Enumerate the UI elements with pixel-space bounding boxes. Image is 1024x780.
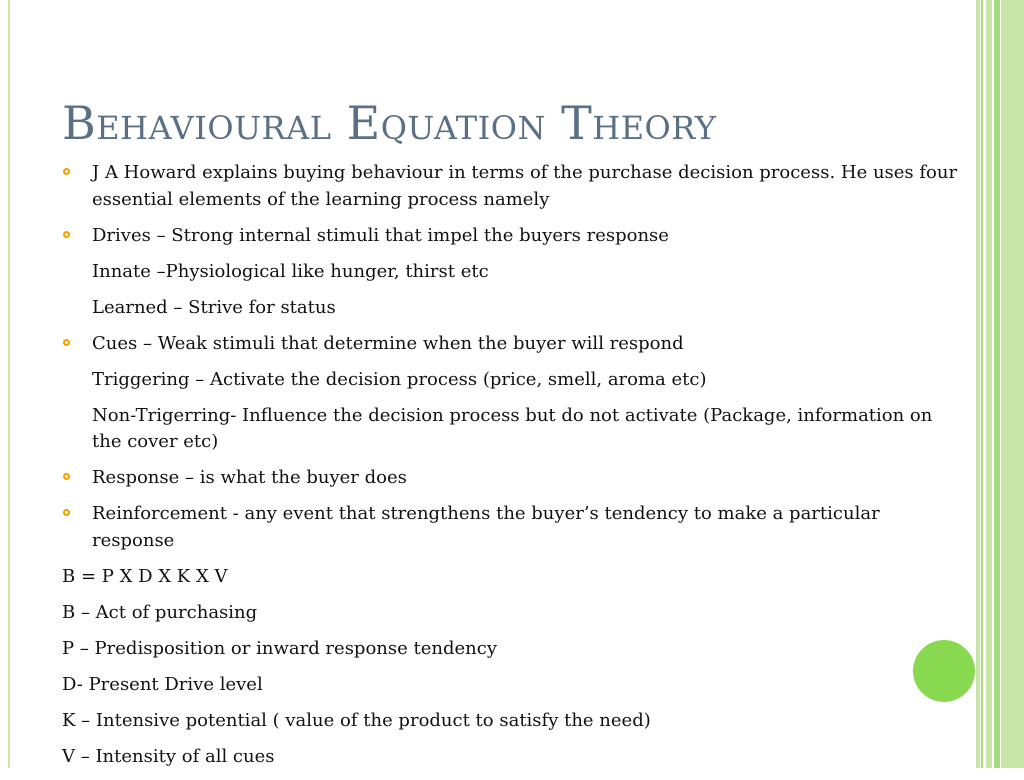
line-text: K – Intensive potential ( value of the product to satisfy the need) <box>62 709 651 731</box>
line-text: B – Act of purchasing <box>62 601 258 623</box>
slide-title: Behavioural Equation Theory <box>62 96 717 150</box>
line-text: Innate –Physiological like hunger, thirst etc <box>92 260 489 282</box>
slide-body <box>62 160 962 780</box>
line-text: J A Howard explains buying behaviour in terms of the purchase decision process. He uses four essential elements of the learning process namely <box>92 162 958 210</box>
bullet-item <box>62 331 962 358</box>
equation-line <box>62 600 962 627</box>
equation-line <box>62 672 962 699</box>
equation-line <box>62 744 962 771</box>
line-text: Learned – Strive for status <box>92 296 336 318</box>
bullet-circle-icon <box>63 339 70 346</box>
equation-line <box>62 636 962 663</box>
line-text: Reinforcement - any event that strengthens the buyer’s tendency to make a particular response <box>92 503 880 551</box>
right-stripe-3 <box>986 0 992 768</box>
line-text: P – Predisposition or inward response tendency <box>62 637 497 659</box>
green-accent-circle <box>913 640 975 702</box>
line-text: Cues – Weak stimuli that determine when the buyer will respond <box>92 332 684 354</box>
right-stripe-5 <box>1001 0 1024 768</box>
sub-item <box>62 295 962 322</box>
right-stripe-1 <box>976 0 980 768</box>
sub-item <box>62 367 962 394</box>
bullet-circle-icon <box>63 509 70 516</box>
line-text: Non-Trigerring- Influence the decision process but do not activate (Package, information on the cover etc) <box>92 404 933 452</box>
left-border-line <box>8 0 10 768</box>
equation-line <box>62 564 962 591</box>
right-stripe-2 <box>981 0 983 768</box>
line-text: B = P X D X K X V <box>62 565 228 587</box>
line-text: Drives – Strong internal stimuli that impel the buyers response <box>92 224 669 246</box>
bullet-circle-icon <box>63 473 70 480</box>
sub-item <box>62 259 962 286</box>
bullet-item <box>62 160 962 213</box>
right-stripe-4 <box>994 0 1000 768</box>
bullet-circle-icon <box>63 168 70 175</box>
line-text: Response – is what the buyer does <box>92 467 407 488</box>
line-text: D- Present Drive level <box>62 673 263 695</box>
bullet-item <box>62 465 962 492</box>
bullet-circle-icon <box>63 231 70 238</box>
bullet-item <box>62 223 962 250</box>
equation-line <box>62 708 962 735</box>
line-text: Triggering – Activate the decision process (price, smell, aroma etc) <box>92 368 707 390</box>
line-text: V – Intensity of all cues <box>62 745 275 767</box>
sub-item <box>62 403 962 456</box>
bullet-item <box>62 501 962 554</box>
